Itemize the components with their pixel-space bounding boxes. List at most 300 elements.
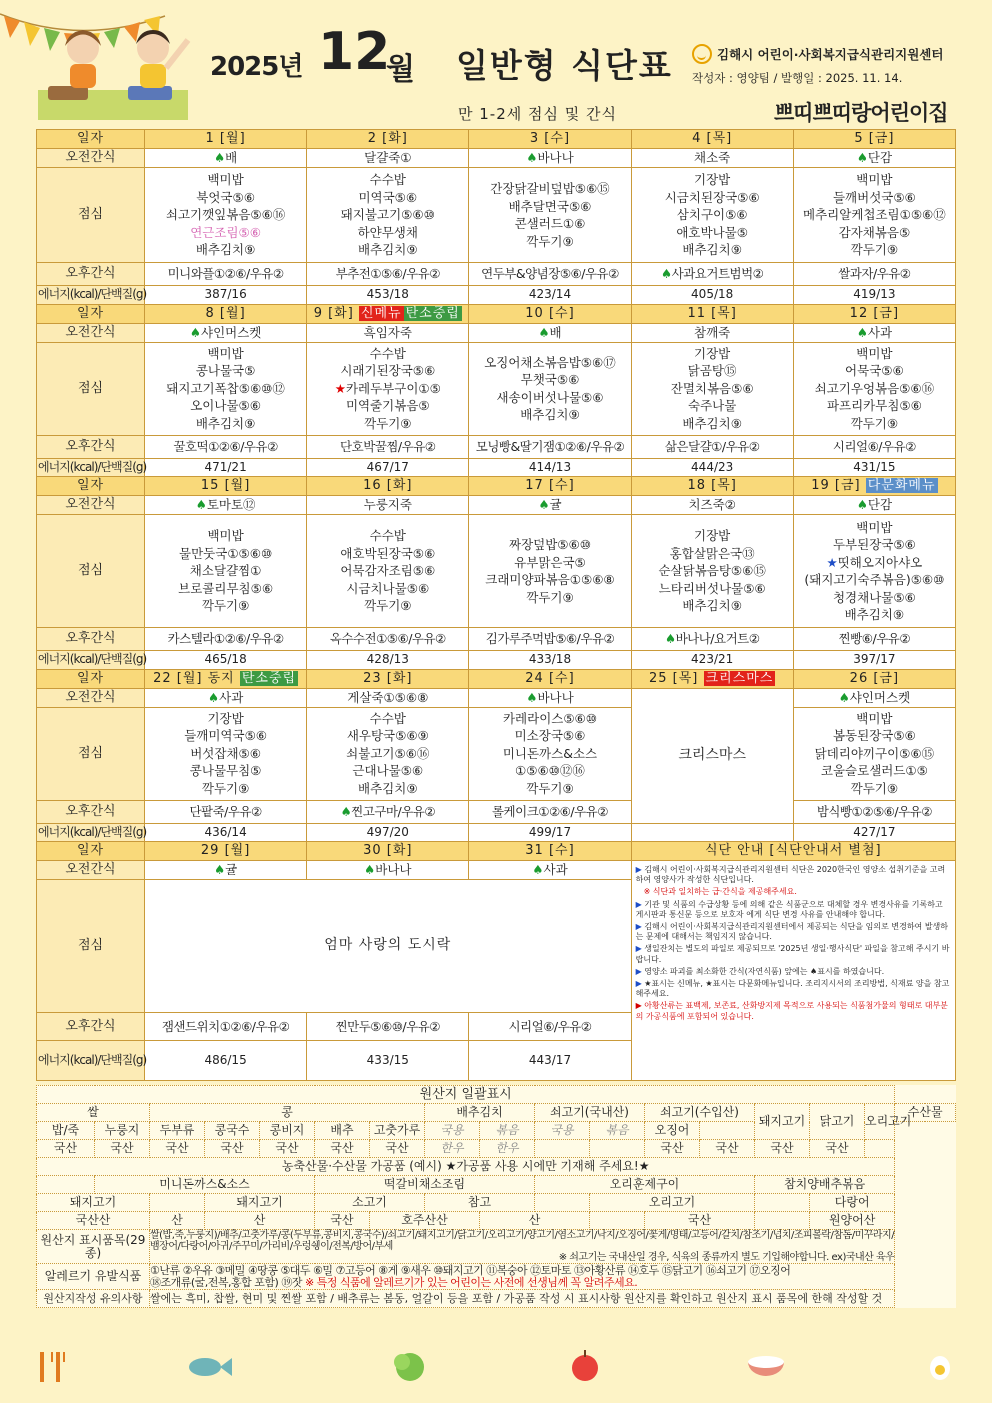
date-text: 23 [화] bbox=[363, 670, 413, 686]
am-snack-cell bbox=[145, 149, 307, 168]
am-snack-label: 오전간식 bbox=[37, 323, 145, 342]
lunch-item-text: 북엇국⑤⑥ bbox=[196, 189, 255, 205]
lunch-item-text: 백미밥 bbox=[207, 528, 244, 544]
am-snack-text: 사과 bbox=[867, 324, 893, 340]
processed-meat: 소고기 bbox=[315, 1194, 425, 1212]
am-snack-cell bbox=[631, 496, 793, 515]
pm-snack-cell bbox=[145, 800, 307, 823]
pm-snack-text: 사과요거트범벅② bbox=[671, 266, 764, 282]
processed-origin: 원양어산 bbox=[810, 1212, 895, 1230]
pm-snack-text: 잼샌드위치①②⑥/우유② bbox=[161, 1018, 290, 1034]
origin-sub: 고춧가루 bbox=[370, 1122, 425, 1140]
pm-snack-text: 미니와플①②⑥/우유② bbox=[167, 266, 284, 282]
subtitle: 만 1-2세 점심 및 간식 bbox=[458, 105, 618, 123]
processed-item: 참치양배추볶음 bbox=[755, 1176, 895, 1194]
pm-snack-row bbox=[37, 263, 956, 286]
energy-cell: 499/17 bbox=[469, 823, 631, 842]
am-snack-cell bbox=[307, 688, 469, 707]
am-snack-cell bbox=[145, 688, 307, 707]
lunch-item-text: 파프리카무침⑤⑥ bbox=[826, 398, 922, 414]
pm-snack-text: 롤케이크①②⑥/우유② bbox=[491, 803, 608, 819]
energy-cell: 444/23 bbox=[631, 458, 793, 477]
lunch-item bbox=[146, 224, 305, 242]
lunch-item-text: 수수밥 bbox=[369, 172, 406, 188]
energy-cell: 433/18 bbox=[469, 651, 631, 670]
lunch-item bbox=[470, 215, 629, 233]
energy-row bbox=[37, 823, 956, 842]
date-row bbox=[37, 842, 956, 861]
lunch-item-text: 수수밥 bbox=[369, 710, 406, 726]
lunch-item-text: 수수밥 bbox=[369, 528, 406, 544]
spade-icon: ♠ bbox=[532, 862, 544, 878]
lunch-label: 점심 bbox=[37, 342, 145, 435]
new-menu-tag: 탄소중립 bbox=[241, 670, 297, 686]
lunch-item-text: 짜장덮밥⑤⑥⑩ bbox=[509, 537, 591, 552]
date-text: 10 [수] bbox=[525, 305, 575, 321]
lunch-item bbox=[308, 780, 467, 798]
lunch-item bbox=[795, 536, 954, 554]
lunch-item-text: 깍두기⑨ bbox=[850, 242, 899, 258]
lunch-label: 점심 bbox=[37, 515, 145, 628]
lunch-item-text: 기장밥 bbox=[694, 345, 731, 361]
author-info: 작성자 : 영양팀 / 발행일 : 2025. 11. 14. bbox=[692, 71, 903, 85]
energy-cell: 497/20 bbox=[307, 823, 469, 842]
date-cell: 30 [화] bbox=[307, 842, 469, 861]
lunch-item-text: 돼지불고기⑤⑥⑩ bbox=[340, 207, 435, 223]
spade-icon: ♠ bbox=[538, 324, 550, 340]
date-text: 1 [월] bbox=[205, 131, 246, 147]
lunch-item-text: 띳해오지아샤오 bbox=[837, 554, 923, 570]
origin-group: 오리고기 bbox=[865, 1104, 895, 1140]
lunch-item bbox=[146, 580, 305, 598]
am-snack-label: 오전간식 bbox=[37, 688, 145, 707]
date-text: 17 [수] bbox=[525, 478, 575, 494]
am-snack-text: 흑임자죽 bbox=[363, 324, 412, 340]
lunch-item-text: 시금치된장국⑤⑥ bbox=[664, 189, 760, 205]
date-text: 2 [화] bbox=[367, 131, 408, 147]
lunch-item bbox=[308, 545, 467, 563]
lunch-item bbox=[470, 727, 629, 745]
am-snack-text: 배 bbox=[549, 324, 562, 340]
lunch-item bbox=[795, 189, 954, 207]
date-text: 11 [목] bbox=[687, 305, 737, 321]
lunch-item-text: 간장닭갈비덮밥⑤⑥⑮ bbox=[490, 181, 610, 196]
date-text: 3 [수] bbox=[529, 131, 571, 147]
date-cell bbox=[145, 304, 307, 323]
lunch-item bbox=[308, 224, 467, 242]
processed-item: 오리훈제구이 bbox=[535, 1176, 755, 1194]
lunch-item-text: 깍두기⑨ bbox=[850, 415, 899, 431]
allergy-line2 bbox=[150, 1277, 894, 1289]
am-snack-text: 배 bbox=[225, 150, 238, 166]
am-snack-text: 샤인머스켓 bbox=[201, 324, 262, 340]
lunch-item bbox=[795, 710, 954, 728]
lunch-item-text: 카레두부구이①⑤ bbox=[345, 380, 441, 396]
origin-sub: 콩국수 bbox=[205, 1122, 260, 1140]
am-snack-cell bbox=[145, 323, 307, 342]
lunch-item bbox=[633, 241, 792, 259]
processed-meat: 오리고기 bbox=[590, 1194, 755, 1212]
date-cell: 31 [수] bbox=[469, 842, 631, 861]
origin-group-row bbox=[37, 1104, 956, 1122]
notice-text: 쌀에는 흑미, 찹쌀, 현미 및 찐쌀 포함 / 배추류는 봄동, 얼갈이 등을 포함 / 가공품 작성 시 표시사항 원산지를 확인하고 원산지 표시 품목에 한해 작성할 것 bbox=[150, 1290, 895, 1308]
pm-snack-cell bbox=[307, 800, 469, 823]
lunch-cell bbox=[145, 515, 307, 628]
pm-snack-text: 김가루주먹밥⑤⑥/우유② bbox=[485, 631, 615, 647]
origin-value: 국산 bbox=[95, 1140, 150, 1158]
processed-origin: 산 bbox=[480, 1212, 590, 1230]
date-label: 일자 bbox=[37, 669, 145, 688]
lunch-item bbox=[470, 780, 629, 798]
energy-cell: 423/14 bbox=[469, 286, 631, 305]
pm-snack-text: 삶은달걀①/우유② bbox=[664, 438, 760, 454]
origin-value: 국산 bbox=[260, 1140, 315, 1158]
lunch-item bbox=[308, 562, 467, 580]
lunch-cell bbox=[307, 707, 469, 800]
lunch-item-text: 배추김치⑨ bbox=[195, 415, 256, 431]
processed-origin: 산 bbox=[205, 1212, 315, 1230]
lunch-item-text: 새송이버섯나물⑤⑥ bbox=[496, 389, 604, 405]
lunch-item bbox=[795, 415, 954, 433]
header bbox=[0, 0, 992, 128]
lunch-label: 점심 bbox=[37, 880, 145, 1013]
origin-group: 콩 bbox=[150, 1104, 425, 1122]
smile-logo-icon bbox=[692, 44, 712, 64]
allergy-list-2: ⑱조개류(굴,전복,홍합 포함) ⑲잣 bbox=[150, 1275, 302, 1289]
spade-icon: ♠ bbox=[207, 689, 220, 705]
am-snack-text: 토마토⑫ bbox=[206, 497, 256, 513]
lunch-item-text: 배추김치⑨ bbox=[682, 242, 742, 258]
lunch-item bbox=[308, 762, 467, 780]
multicultural-tag: 다문화메뉴 bbox=[867, 478, 936, 494]
lunch-item bbox=[470, 762, 629, 780]
guide-note bbox=[636, 922, 951, 942]
lunch-item bbox=[795, 171, 954, 189]
pm-snack-text: 찐만두⑤⑥⑩/우유② bbox=[335, 1018, 440, 1034]
pm-snack-text: 부추전①⑤⑥/우유② bbox=[335, 266, 440, 282]
origin-value bbox=[865, 1140, 895, 1158]
lunch-item-text: 연근조림⑤⑥ bbox=[190, 224, 261, 240]
origin-group: 쌀 bbox=[37, 1104, 150, 1122]
am-snack-label: 오전간식 bbox=[37, 861, 145, 880]
lunch-cell bbox=[469, 515, 631, 628]
date-label: 일자 bbox=[37, 130, 145, 149]
am-snack-text: 바나나 bbox=[537, 150, 574, 166]
pm-snack-cell bbox=[793, 263, 955, 286]
date-cell bbox=[469, 130, 631, 149]
lunch-item-text: 채소달걀찜① bbox=[189, 563, 262, 579]
date-text: 16 [화] bbox=[363, 478, 413, 494]
am-snack-text: 누룽지죽 bbox=[363, 497, 412, 513]
lunch-item-text: 감자채볶음⑤ bbox=[838, 224, 911, 240]
date-cell bbox=[631, 304, 793, 323]
am-snack-text: 채소죽 bbox=[694, 150, 731, 166]
origin-sub bbox=[700, 1122, 755, 1140]
lunch-item-text: 오징어채소볶음밥⑤⑥⑰ bbox=[484, 354, 616, 370]
lunch-item bbox=[795, 606, 954, 624]
origin-value: 국산 bbox=[645, 1140, 700, 1158]
date-row bbox=[37, 477, 956, 496]
pm-snack-cell bbox=[469, 1013, 631, 1041]
lunch-item bbox=[308, 710, 467, 728]
lunch-item-text: 깍두기⑨ bbox=[850, 780, 899, 796]
processed-origin: 산 bbox=[150, 1212, 205, 1230]
lunch-item bbox=[470, 571, 629, 589]
date-cell bbox=[469, 304, 631, 323]
lunch-item-text: 깍두기⑨ bbox=[526, 780, 574, 796]
lunch-item-text: 쇠고기깻잎볶음⑤⑥⑯ bbox=[165, 207, 286, 223]
spade-icon: ♠ bbox=[364, 862, 376, 878]
fish-icon bbox=[189, 1358, 232, 1376]
pm-snack-cell bbox=[631, 263, 793, 286]
date-cell bbox=[145, 477, 307, 496]
menu-table bbox=[36, 129, 956, 1081]
guide-text: 기관 및 식품의 수급상황 등에 의해 같은 식품군으로 대체할 경우 변경사유를 기록하고 게시판과 통신문 등으로 보호자 에게 식단 변경 사유를 안내해야 합니다. bbox=[635, 899, 943, 919]
lunch-label: 점심 bbox=[37, 168, 145, 263]
lunch-item-text: 쇠불고기⑤⑥⑯ bbox=[346, 745, 430, 761]
energy-cell: 387/16 bbox=[145, 286, 307, 305]
lunch-item-text: (돼지고기숙주볶음)⑤⑥⑩ bbox=[804, 572, 945, 587]
lunch-item bbox=[470, 198, 629, 216]
origin-value: 국산 bbox=[205, 1140, 260, 1158]
lunch-item-text: 깍두기⑨ bbox=[364, 598, 412, 614]
lunch-item bbox=[795, 345, 954, 363]
am-snack-cell bbox=[307, 496, 469, 515]
lunch-item-text: 배추김치⑨ bbox=[195, 242, 256, 258]
lunch-item-text: ①⑤⑥⑩⑫⑯ bbox=[515, 763, 585, 779]
origin-group: 배추김치 bbox=[425, 1104, 535, 1122]
lunch-item bbox=[633, 545, 792, 563]
lunch-item bbox=[308, 745, 467, 763]
origin-group: 쇠고기(수입산) bbox=[645, 1104, 755, 1122]
lunch-item-text: 배추김치⑨ bbox=[682, 598, 742, 614]
lunch-cell bbox=[793, 707, 955, 800]
lunch-item bbox=[308, 380, 467, 398]
guide-text: ★표시는 신메뉴, ★표시는 다문화메뉴입니다. 조리지시서의 조리방법, 식재료 양을 참고해주세요. bbox=[635, 979, 950, 999]
am-snack-cell bbox=[307, 149, 469, 168]
energy-cell: 423/21 bbox=[631, 651, 793, 670]
arrow-icon: ▶ bbox=[635, 922, 645, 932]
lunch-item bbox=[633, 415, 792, 433]
energy-label: 에너지(kcal)/단백질(g) bbox=[37, 823, 145, 842]
date-label: 일자 bbox=[37, 304, 145, 323]
year: 2025년 bbox=[210, 52, 303, 82]
lunch-item-text: 하얀무생채 bbox=[357, 224, 418, 240]
energy-cell: 465/18 bbox=[145, 651, 307, 670]
pm-snack-cell bbox=[469, 628, 631, 651]
lunch-cell bbox=[469, 342, 631, 435]
lunch-item bbox=[146, 189, 305, 207]
lunch-item-text: 카레라이스⑤⑥⑩ bbox=[502, 710, 597, 726]
allergy-row bbox=[37, 1264, 956, 1290]
spade-icon: ♠ bbox=[856, 150, 868, 166]
lunch-cell bbox=[469, 707, 631, 800]
arrow-icon: ▶ bbox=[635, 865, 645, 874]
lunch-item bbox=[795, 206, 954, 224]
guide-note bbox=[636, 967, 951, 977]
lunch-row bbox=[37, 168, 956, 263]
lunch-item bbox=[470, 745, 629, 763]
lunch-row bbox=[37, 707, 956, 800]
spade-icon: ♠ bbox=[856, 497, 868, 513]
lunch-item bbox=[146, 345, 305, 363]
lunch-item-text: 새우탕국⑤⑥⑨ bbox=[346, 728, 429, 744]
pm-snack-text: 연두부&양념장⑤⑥/우유② bbox=[481, 266, 619, 282]
processed-item: 떡갈비채소조림 bbox=[315, 1176, 535, 1194]
lunch-item-text: 애호박나물⑤ bbox=[676, 224, 748, 240]
arrow-icon: ▶ bbox=[635, 944, 645, 954]
holiday-cell: 크리스마스 bbox=[631, 688, 793, 823]
am-snack-text: 바나나 bbox=[537, 689, 574, 705]
lunch-item bbox=[633, 362, 792, 380]
pm-snack-cell bbox=[793, 628, 955, 651]
origin-sub: 국용 bbox=[535, 1122, 590, 1140]
pm-snack-label: 오후간식 bbox=[37, 1013, 145, 1041]
origin-sub: 오징어 bbox=[645, 1122, 700, 1140]
lunch-cell bbox=[793, 342, 955, 435]
month-suffix: 월 bbox=[386, 52, 415, 87]
processed-origin: 국산 bbox=[315, 1212, 370, 1230]
pm-snack-text: 밤식빵①②⑤⑥/우유② bbox=[816, 803, 932, 819]
am-snack-text: 귤 bbox=[225, 862, 238, 878]
lunch-item bbox=[470, 406, 629, 424]
arrow-icon: ▶ bbox=[635, 899, 645, 909]
lunch-cell bbox=[631, 515, 793, 628]
date-label: 일자 bbox=[37, 477, 145, 496]
arrow-icon: ▶ bbox=[635, 1001, 645, 1011]
lunch-item-text: 닭데리야끼구이⑤⑥⑮ bbox=[814, 745, 935, 761]
pm-snack-text: 옥수수전①⑤⑥/우유② bbox=[329, 631, 446, 647]
processed-origin: 호주산산 bbox=[370, 1212, 480, 1230]
lunch-item bbox=[470, 354, 629, 372]
notice-label: 원산지작성 유의사항 bbox=[37, 1290, 150, 1308]
new-menu-tag: 신메뉴 bbox=[360, 305, 402, 321]
guide-note bbox=[636, 1001, 951, 1021]
origin-group: 돼지고기 bbox=[755, 1104, 810, 1140]
date-label: 일자 bbox=[37, 842, 145, 861]
lunch-item bbox=[633, 189, 792, 207]
energy-cell: 431/15 bbox=[793, 458, 955, 477]
lunch-item bbox=[795, 380, 954, 398]
processed-title: 농축산물·수산물 가공품 (예시) ★가공품 사용 시에만 기재해 주세요!★ bbox=[37, 1158, 895, 1176]
lunch-item bbox=[795, 224, 954, 242]
origin-value: 한우 bbox=[480, 1140, 535, 1158]
date-cell bbox=[307, 477, 469, 496]
spade-icon: ♠ bbox=[526, 689, 538, 705]
lunch-item bbox=[470, 710, 629, 728]
lunch-item bbox=[795, 727, 954, 745]
am-snack-label: 오전간식 bbox=[37, 149, 145, 168]
energy-label: 에너지(kcal)/단백질(g) bbox=[37, 286, 145, 305]
processed-item bbox=[37, 1176, 95, 1194]
lunch-item bbox=[146, 241, 305, 259]
pm-snack-row bbox=[37, 628, 956, 651]
origin-group: 쇠고기(국내산) bbox=[535, 1104, 645, 1122]
lunch-cell bbox=[145, 707, 307, 800]
processed-meat bbox=[755, 1194, 810, 1212]
am-snack-cell bbox=[793, 149, 955, 168]
new-menu-star-icon: ★ bbox=[334, 380, 346, 396]
lunch-item-text: 콩나물국⑤ bbox=[195, 363, 256, 379]
processed-meat: 참고 bbox=[425, 1194, 535, 1212]
lunch-item bbox=[795, 745, 954, 763]
lunch-item-text: 메추리알케첩조림①⑤⑥⑫ bbox=[803, 207, 946, 223]
lunch-cell bbox=[145, 168, 307, 263]
lunch-item-text: 버섯잡채⑤⑥ bbox=[190, 745, 261, 761]
lunch-item-text: 어묵국⑤⑥ bbox=[845, 363, 904, 379]
date-cell bbox=[793, 669, 955, 688]
date-row bbox=[37, 130, 956, 149]
origin-value: 국산 bbox=[150, 1140, 205, 1158]
origin-value-row bbox=[37, 1140, 956, 1158]
lunch-item bbox=[795, 780, 954, 798]
utensils-icon bbox=[40, 1352, 64, 1382]
lunch-item bbox=[146, 597, 305, 615]
lunch-item-text: 깍두기⑨ bbox=[526, 233, 574, 249]
lunch-item-text: 오이나물⑤⑥ bbox=[190, 398, 261, 414]
origin-table bbox=[36, 1085, 956, 1308]
guide-text: 영양소 파괴를 최소화한 간식(자연식품) 앞에는 ♠표시를 하였습니다. bbox=[644, 966, 885, 976]
energy-cell: 486/15 bbox=[145, 1041, 307, 1081]
lunch-item-text: 미역국⑤⑥ bbox=[358, 189, 418, 205]
lunch-item bbox=[146, 545, 305, 563]
lunch-item-text: 순살닭볶음탕⑤⑥⑮ bbox=[658, 563, 766, 579]
energy-cell bbox=[631, 823, 793, 842]
processed-meat: 다랑어 bbox=[810, 1194, 895, 1212]
date-cell bbox=[793, 130, 955, 149]
pm-snack-text: 바나나/요거트② bbox=[675, 631, 760, 647]
am-snack-row bbox=[37, 688, 956, 707]
pm-snack-text: 단팥죽/우유② bbox=[189, 803, 262, 819]
date-text: 22 [월] 동지 bbox=[153, 670, 235, 686]
lunch-cell bbox=[631, 168, 793, 263]
energy-cell: 436/14 bbox=[145, 823, 307, 842]
lunch-item bbox=[470, 554, 629, 572]
origin-value: 국산 bbox=[700, 1140, 755, 1158]
lunch-item-text: 백미밥 bbox=[207, 345, 244, 361]
center-name bbox=[692, 44, 943, 64]
allergy-cell bbox=[150, 1264, 895, 1290]
guide-note bbox=[636, 900, 951, 920]
origin-group: 수산물 bbox=[895, 1104, 956, 1122]
pm-snack-label: 오후간식 bbox=[37, 435, 145, 458]
lunch-item-text: 쇠고기우엉볶음⑤⑥⑯ bbox=[814, 380, 935, 396]
energy-row bbox=[37, 458, 956, 477]
pm-snack-cell bbox=[469, 435, 631, 458]
lunch-item-text: 콩나물무침⑤ bbox=[189, 763, 262, 779]
date-cell bbox=[631, 130, 793, 149]
am-snack-cell bbox=[307, 323, 469, 342]
energy-cell: 405/18 bbox=[631, 286, 793, 305]
am-snack-cell bbox=[631, 149, 793, 168]
origin-value: 국산 bbox=[755, 1140, 810, 1158]
guide-text: 아황산류는 표백제, 보존료, 산화방지제 목적으로 사용되는 식품첨가물의 형태로 대부분의 가공식품에 포함되어 있습니다. bbox=[635, 1001, 948, 1021]
energy-cell: 471/21 bbox=[145, 458, 307, 477]
lunch-item bbox=[146, 171, 305, 189]
items-cell bbox=[150, 1230, 895, 1264]
pm-snack-cell bbox=[793, 435, 955, 458]
date-text: 24 [수] bbox=[525, 670, 575, 686]
lunch-item bbox=[308, 727, 467, 745]
lunch-item bbox=[146, 397, 305, 415]
lunch-item bbox=[308, 171, 467, 189]
lunch-cell bbox=[307, 515, 469, 628]
energy-cell: 453/18 bbox=[307, 286, 469, 305]
origin-title: 원산지 일괄표시 bbox=[37, 1086, 895, 1104]
lunch-item-text: 코울슬로샐러드①⑤ bbox=[820, 763, 928, 779]
am-snack-text: 게살죽①⑤⑥⑧ bbox=[347, 689, 429, 705]
lunch-item-text: 시금치나물⑤⑥ bbox=[346, 580, 430, 596]
